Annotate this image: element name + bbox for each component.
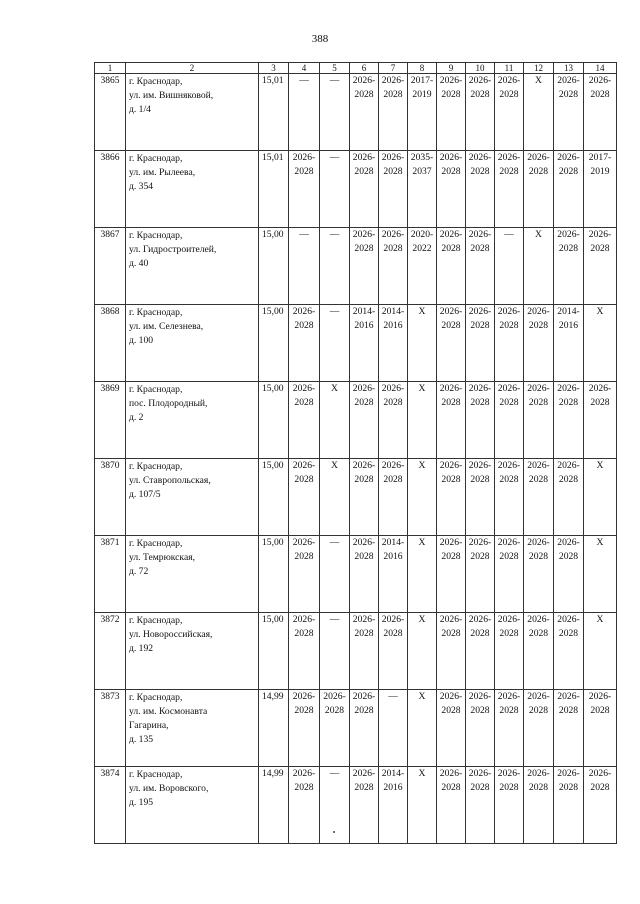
period-cell: 2026-2028: [350, 151, 379, 228]
period-cell: 2026-2028: [466, 305, 495, 382]
table-row: [95, 613, 617, 690]
col-header: 13: [554, 63, 584, 74]
period-cell: Х: [584, 305, 617, 382]
register-table: [94, 62, 617, 844]
period-cell: 2026-2028: [350, 536, 379, 613]
address-line: д. 40: [129, 258, 149, 269]
col-header: 4: [289, 63, 320, 74]
address-cell: [126, 228, 259, 305]
scan-dot: [333, 831, 335, 833]
period-cell: —: [320, 74, 350, 151]
period-cell: Х: [584, 613, 617, 690]
period-cell: Х: [320, 459, 350, 536]
period-cell: 2026-2028: [554, 151, 584, 228]
period-cell: 2026-2028: [495, 536, 524, 613]
period-cell: 2026-2028: [554, 382, 584, 459]
period-cell: —: [495, 228, 524, 305]
table-row: [95, 305, 617, 382]
period-cell: 2026-2028: [379, 228, 408, 305]
address-cell: [126, 151, 259, 228]
period-cell: Х: [408, 382, 437, 459]
period-cell: 2014-2016: [379, 767, 408, 844]
period-cell: —: [289, 74, 320, 151]
address-line: ул. им. Селезнева,: [129, 321, 204, 332]
period-cell: 2026-2028: [466, 613, 495, 690]
period-cell: 2026-2028: [437, 767, 466, 844]
col-header: 14: [584, 63, 617, 74]
period-cell: 2026-2028: [466, 536, 495, 613]
period-cell: 2026-2028: [289, 151, 320, 228]
table-row: [95, 151, 617, 228]
address-line: д. 135: [129, 734, 154, 745]
area-cell: 15,00: [259, 459, 289, 536]
period-cell: 2026-2028: [289, 536, 320, 613]
period-cell: 2026-2028: [554, 459, 584, 536]
header-row: [95, 63, 617, 74]
period-cell: 2035-2037: [408, 151, 437, 228]
row-number: 3868: [95, 305, 126, 382]
address-line: г. Краснодар,: [129, 307, 183, 318]
row-number: 3867: [95, 228, 126, 305]
table-row: [95, 228, 617, 305]
address-cell: [126, 690, 259, 767]
area-cell: 14,99: [259, 767, 289, 844]
period-cell: 2026-2028: [554, 228, 584, 305]
period-cell: 2026-2028: [350, 228, 379, 305]
period-cell: 2026-2028: [554, 690, 584, 767]
table-row: [95, 536, 617, 613]
period-cell: 2017-2019: [584, 151, 617, 228]
period-cell: 2026-2028: [289, 382, 320, 459]
period-cell: 2026-2028: [289, 767, 320, 844]
period-cell: 2026-2028: [289, 459, 320, 536]
period-cell: Х: [584, 459, 617, 536]
period-cell: 2026-2028: [495, 151, 524, 228]
address-cell: [126, 382, 259, 459]
period-cell: 2026-2028: [584, 382, 617, 459]
period-cell: 2020-2022: [408, 228, 437, 305]
col-header: 11: [495, 63, 524, 74]
period-cell: 2026-2028: [554, 767, 584, 844]
period-cell: 2026-2028: [524, 459, 554, 536]
period-cell: —: [320, 305, 350, 382]
address-cell: [126, 74, 259, 151]
period-cell: 2026-2028: [524, 536, 554, 613]
area-cell: 15,00: [259, 305, 289, 382]
col-header: 1: [95, 63, 126, 74]
table-row: [95, 382, 617, 459]
col-header: 2: [126, 63, 259, 74]
period-cell: Х: [408, 305, 437, 382]
area-cell: 15,01: [259, 74, 289, 151]
period-cell: 2026-2028: [524, 767, 554, 844]
period-cell: —: [320, 536, 350, 613]
period-cell: 2026-2028: [437, 382, 466, 459]
row-number: 3870: [95, 459, 126, 536]
period-cell: 2026-2028: [495, 382, 524, 459]
address-line: ул. им. Воровского,: [129, 783, 209, 794]
period-cell: 2026-2028: [350, 459, 379, 536]
period-cell: 2026-2028: [466, 151, 495, 228]
period-cell: 2026-2028: [289, 690, 320, 767]
page-number: 388: [311, 33, 329, 45]
period-cell: 2026-2028: [320, 690, 350, 767]
period-cell: Х: [408, 767, 437, 844]
address-line: г. Краснодар,: [129, 153, 183, 164]
period-cell: 2014-2016: [554, 305, 584, 382]
period-cell: 2026-2028: [524, 690, 554, 767]
period-cell: 2026-2028: [466, 767, 495, 844]
address-cell: [126, 305, 259, 382]
period-cell: Х: [524, 228, 554, 305]
col-header: 10: [466, 63, 495, 74]
period-cell: 2014-2016: [379, 305, 408, 382]
period-cell: 2026-2028: [466, 228, 495, 305]
period-cell: —: [320, 613, 350, 690]
period-cell: 2026-2028: [554, 74, 584, 151]
address-line: г. Краснодар,: [129, 538, 183, 549]
period-cell: 2026-2028: [437, 536, 466, 613]
address-line: г. Краснодар,: [129, 769, 183, 780]
period-cell: Х: [524, 74, 554, 151]
period-cell: 2026-2028: [495, 459, 524, 536]
period-cell: Х: [584, 536, 617, 613]
table-row: [95, 74, 617, 151]
period-cell: —: [320, 151, 350, 228]
period-cell: 2026-2028: [554, 613, 584, 690]
period-cell: 2026-2028: [350, 613, 379, 690]
address-line: г. Краснодар,: [129, 230, 183, 241]
address-line: д. 107/5: [129, 489, 161, 500]
address-line: д. 354: [129, 181, 154, 192]
period-cell: 2026-2028: [437, 690, 466, 767]
period-cell: 2026-2028: [437, 228, 466, 305]
period-cell: 2017-2019: [408, 74, 437, 151]
row-number: 3873: [95, 690, 126, 767]
address-line: ул. им. Вишняковой,: [129, 90, 214, 101]
period-cell: 2026-2028: [437, 613, 466, 690]
period-cell: 2026-2028: [350, 74, 379, 151]
address-line: д. 100: [129, 335, 154, 346]
period-cell: 2026-2028: [466, 690, 495, 767]
address-line: ул. им. Рылеева,: [129, 167, 196, 178]
period-cell: 2026-2028: [584, 74, 617, 151]
address-line: г. Краснодар,: [129, 384, 183, 395]
period-cell: 2026-2028: [495, 74, 524, 151]
table-row: [95, 690, 617, 767]
period-cell: 2026-2028: [524, 613, 554, 690]
area-cell: 15,00: [259, 536, 289, 613]
address-line: ул. Темрюкская,: [129, 552, 196, 563]
address-cell: [126, 459, 259, 536]
row-number: 3865: [95, 74, 126, 151]
period-cell: 2026-2028: [437, 305, 466, 382]
period-cell: 2026-2028: [524, 382, 554, 459]
period-cell: 2026-2028: [379, 74, 408, 151]
period-cell: 2026-2028: [495, 613, 524, 690]
address-cell: [126, 536, 259, 613]
address-line: д. 192: [129, 643, 154, 654]
period-cell: 2026-2028: [584, 690, 617, 767]
table-row: [95, 459, 617, 536]
address-line: д. 72: [129, 566, 149, 577]
period-cell: 2026-2028: [495, 767, 524, 844]
period-cell: 2026-2028: [379, 151, 408, 228]
address-line: Гагарина,: [129, 720, 169, 731]
period-cell: —: [320, 767, 350, 844]
period-cell: 2014-2016: [350, 305, 379, 382]
period-cell: 2026-2028: [524, 305, 554, 382]
period-cell: 2026-2028: [466, 459, 495, 536]
period-cell: 2026-2028: [495, 305, 524, 382]
address-line: д. 2: [129, 412, 144, 423]
table-row: [95, 767, 617, 844]
address-line: г. Краснодар,: [129, 692, 183, 703]
period-cell: —: [320, 228, 350, 305]
address-line: ул. им. Космонавта: [129, 706, 208, 717]
row-number: 3866: [95, 151, 126, 228]
period-cell: 2026-2028: [289, 613, 320, 690]
address-cell: [126, 613, 259, 690]
col-header: 7: [379, 63, 408, 74]
address-line: г. Краснодар,: [129, 461, 183, 472]
address-line: ул. Новороссийская,: [129, 629, 213, 640]
col-header: 8: [408, 63, 437, 74]
col-header: 5: [320, 63, 350, 74]
period-cell: 2026-2028: [379, 613, 408, 690]
period-cell: —: [289, 228, 320, 305]
row-number: 3871: [95, 536, 126, 613]
col-header: 12: [524, 63, 554, 74]
period-cell: Х: [408, 536, 437, 613]
period-cell: Х: [320, 382, 350, 459]
period-cell: 2026-2028: [379, 382, 408, 459]
area-cell: 14,99: [259, 690, 289, 767]
address-line: д. 1/4: [129, 104, 151, 115]
address-line: ул. Гидростроителей,: [129, 244, 217, 255]
col-header: 6: [350, 63, 379, 74]
period-cell: 2026-2028: [350, 690, 379, 767]
period-cell: 2026-2028: [466, 74, 495, 151]
period-cell: 2026-2028: [437, 151, 466, 228]
period-cell: Х: [408, 690, 437, 767]
period-cell: 2026-2028: [437, 74, 466, 151]
period-cell: 2026-2028: [350, 767, 379, 844]
area-cell: 15,00: [259, 613, 289, 690]
period-cell: —: [379, 690, 408, 767]
period-cell: Х: [408, 613, 437, 690]
period-cell: 2026-2028: [584, 228, 617, 305]
area-cell: 15,00: [259, 228, 289, 305]
row-number: 3869: [95, 382, 126, 459]
period-cell: 2026-2028: [584, 767, 617, 844]
period-cell: 2026-2028: [350, 382, 379, 459]
address-line: г. Краснодар,: [129, 76, 183, 87]
row-number: 3872: [95, 613, 126, 690]
period-cell: 2026-2028: [466, 382, 495, 459]
period-cell: 2026-2028: [495, 690, 524, 767]
period-cell: 2026-2028: [554, 536, 584, 613]
col-header: 9: [437, 63, 466, 74]
area-cell: 15,00: [259, 382, 289, 459]
col-header: 3: [259, 63, 289, 74]
period-cell: Х: [408, 459, 437, 536]
period-cell: 2026-2028: [379, 459, 408, 536]
address-line: пос. Плодородный,: [129, 398, 208, 409]
period-cell: 2026-2028: [437, 459, 466, 536]
address-line: ул. Ставропольская,: [129, 475, 211, 486]
address-line: д. 195: [129, 797, 154, 808]
address-cell: [126, 767, 259, 844]
address-line: г. Краснодар,: [129, 615, 183, 626]
period-cell: 2026-2028: [289, 305, 320, 382]
area-cell: 15,01: [259, 151, 289, 228]
period-cell: 2014-2016: [379, 536, 408, 613]
row-number: 3874: [95, 767, 126, 844]
period-cell: 2026-2028: [524, 151, 554, 228]
